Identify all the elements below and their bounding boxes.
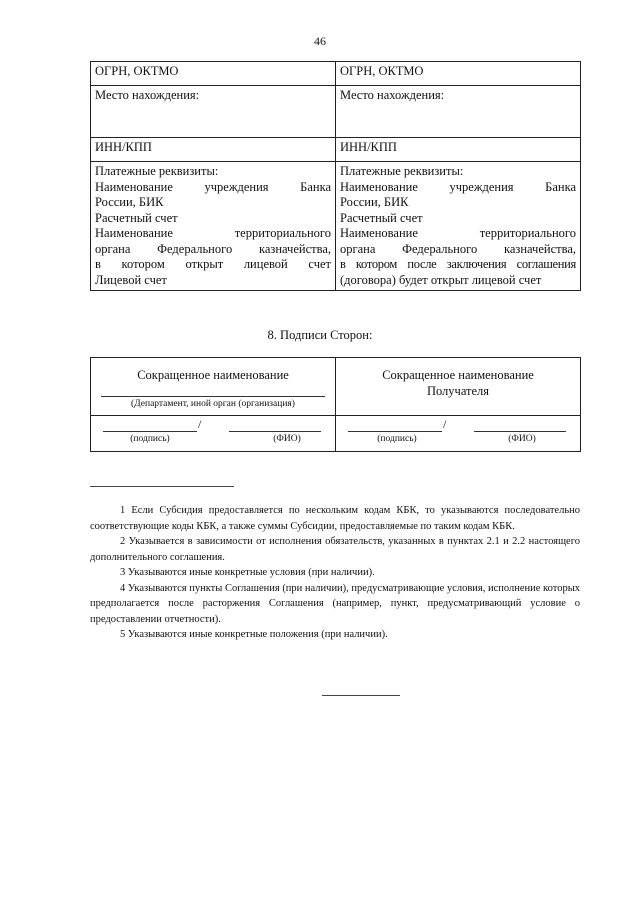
payment-line: Расчетный счет <box>340 210 423 225</box>
page-number: 46 <box>314 34 326 48</box>
left-signature-cell <box>91 416 336 452</box>
footnotes <box>90 503 580 643</box>
left-ogrn-cell: ОГРН, ОКТМО <box>91 62 336 86</box>
payment-line: Лицевой счет <box>95 272 167 287</box>
footnote-4: 4 Указываются пункты Соглашения (при наличии), предусматривающие условия, исполнение которых предполагается после расторжения Соглашения (например, пункт, предусматривающий условие о предоставлении отчетности). <box>90 582 580 625</box>
payment-line: (договора) будет открыт лицевой счет <box>340 272 542 287</box>
left-signature-line <box>103 431 197 432</box>
right-party-name <box>336 358 580 399</box>
right-party-cell <box>336 358 581 416</box>
payment-line: органа Федерального казначейства, <box>95 241 331 256</box>
right-party-name-line1: Сокращенное наименование <box>382 368 534 382</box>
footnote-separator <box>90 486 234 487</box>
signatures-title: 8. Подписи Сторон: <box>267 328 373 342</box>
left-party-name-line <box>101 396 325 397</box>
left-party-cell <box>91 358 336 416</box>
payment-line: Наименование учреждения Банка <box>340 179 576 194</box>
left-payment-cell <box>91 162 336 291</box>
payment-line: в котором после заключения соглашения <box>340 257 576 271</box>
right-payment-cell <box>336 162 581 291</box>
right-sign-label: (подпись) <box>377 434 417 444</box>
left-inn-cell: ИНН/КПП <box>91 138 336 162</box>
footnote-3: 3 Указываются иные конкретные условия (при наличии). <box>120 567 375 578</box>
left-location-cell: Место нахождения: <box>91 86 336 138</box>
footnote-2: 2 Указывается в зависимости от исполнения обязательств, указанных в пунктах 2.1 и 2.2 настоящего дополнительного соглашения. <box>90 536 580 563</box>
left-sign-label: (подпись) <box>130 434 170 444</box>
left-party-name: Сокращенное наименование <box>137 368 289 382</box>
end-separator <box>322 695 400 696</box>
right-fio-line <box>474 431 566 432</box>
payment-line: в котором открыт лицевой счет <box>95 257 331 271</box>
right-fio-label: (ФИО) <box>508 434 536 444</box>
payment-line: Платежные реквизиты: <box>95 164 219 178</box>
payment-line: Платежные реквизиты: <box>340 164 464 178</box>
payment-line: Наименование территориального <box>95 226 331 240</box>
payment-line: Расчетный счет <box>95 210 178 225</box>
payment-line: Наименование территориального <box>340 226 576 240</box>
left-party-caption: (Департамент, иной орган (организация) <box>131 399 295 409</box>
right-ogrn-cell: ОГРН, ОКТМО <box>336 62 581 86</box>
right-party-name-line2: Получателя <box>426 384 490 398</box>
payment-line: России, БИК <box>340 195 409 209</box>
footnote-1: 1 Если Субсидия предоставляется по нескольким кодам КБК, то указываются последовательно соответствующие коды КБК, а также суммы Субсидии, предоставляемые по таким кодам КБК. <box>90 505 580 532</box>
right-signature-cell <box>336 416 581 452</box>
left-slash: / <box>198 417 202 431</box>
left-fio-label: (ФИО) <box>273 434 301 444</box>
right-location-cell: Место нахождения: <box>336 86 581 138</box>
payment-line: России, БИК <box>95 195 164 209</box>
left-fio-line <box>229 431 321 432</box>
footnote-5: 5 Указываются иные конкретные положения (при наличии). <box>120 629 388 640</box>
right-inn-cell: ИНН/КПП <box>336 138 581 162</box>
requisites-table <box>90 61 581 291</box>
signatures-table <box>90 357 581 452</box>
right-signature-line <box>348 431 442 432</box>
right-slash: / <box>443 417 447 431</box>
payment-line: Наименование учреждения Банка <box>95 179 331 194</box>
payment-line: органа Федерального казначейства, <box>340 241 576 256</box>
